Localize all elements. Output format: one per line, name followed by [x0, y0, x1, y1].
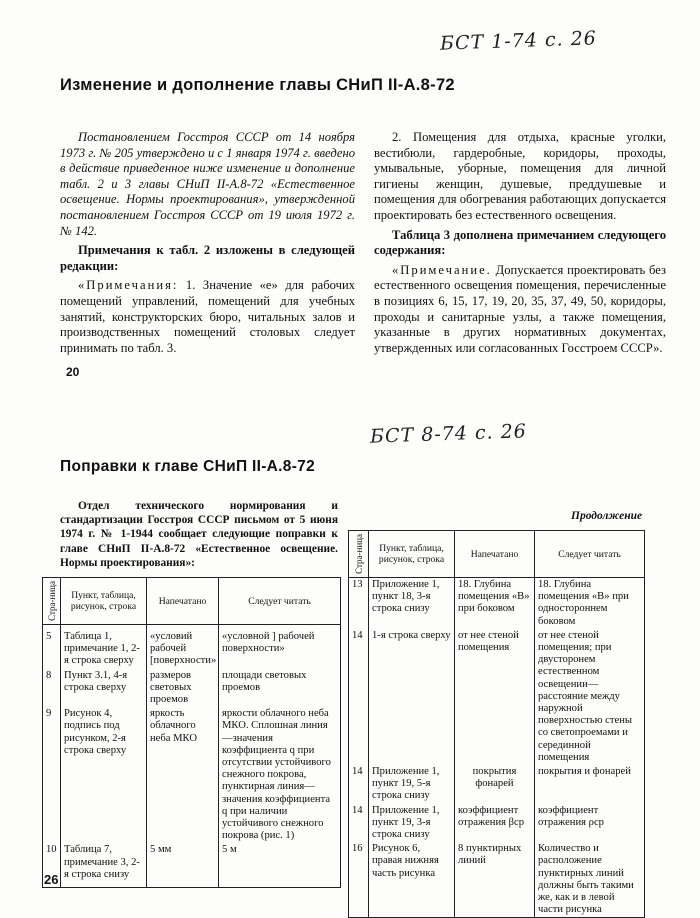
cell-printed: коэффициент отражения βср [455, 804, 535, 843]
cell-location: Приложение 1, пункт 19, 3-я строка снизу [369, 804, 455, 843]
cell-page: 5 [43, 625, 61, 669]
cell-should-read: яркости облачного неба МКО. Сплошная линия—значения коэффициента q при отсутствии устойчивого снежного покрова, пунктирная линия—значения коэффициента q при наличии устойчивого снежного покрова (рис. 1) [219, 707, 341, 843]
header-printed: Напечатано [455, 531, 535, 578]
cell-location: Приложение 1, пункт 18, 3-я строка снизу [369, 578, 455, 629]
cell-page: 13 [349, 578, 369, 629]
table-row [349, 578, 645, 629]
table3-note-label: «Примечание. [392, 262, 492, 277]
header-should-read: Следует читать [535, 531, 645, 578]
cell-page: 9 [43, 707, 61, 843]
note-text: 1. Значение «е» для рабочих помещений управлений, помещений для учебных занятий, конструкторских бюро, читальных залов и производственных помещений столовых следует принимать по табл. 3. [60, 278, 355, 355]
header-page-text: Стра-ница [46, 581, 57, 621]
handwritten-note-top: БСТ 1-74 с. 26 [439, 27, 598, 55]
decree-intro: Постановлением Госстроя СССР от 14 ноября 1973 г. № 205 утверждено и с 1 января 1974 г. введено в действие приведенное ниже изменение и дополнение табл. 2 и 3 главы СНиП II-А.8-72 «Естественное освещение. Нормы проектирования», утвержденной постановлением Госстроя СССР от 19 июля 1972 г. № 142. [60, 130, 355, 238]
section1-left-column [60, 130, 355, 360]
cell-printed: покрытия фонарей [455, 765, 535, 804]
cell-location: Рисунок 4, подпись под рисунком, 2-я строка сверху [61, 707, 147, 843]
note-label: «Примечания: [78, 278, 179, 293]
cell-page: 14 [349, 804, 369, 843]
page-reference: 20 [66, 365, 80, 379]
handwritten-note-middle: БСТ 8-74 с. 26 [369, 420, 528, 448]
header-location: Пункт, таблица, рисунок, строка [61, 578, 147, 625]
header-printed: Напечатано [147, 578, 219, 625]
table-row [43, 625, 341, 669]
cell-printed: яркость облачного неба МКО [147, 707, 219, 843]
page-number: 26 [44, 872, 59, 887]
cell-printed: 18. Глубина помещения «В» при боковом [455, 578, 535, 629]
section2-intro-text: Отдел технического нормирования и стандартизации Госстроя СССР письмом от 5 июня 1974 г. № 1-1944 сообщает следующие поправки к главе СНиП II-А.8-72 «Естественное освещение. Нормы проектирования»: [60, 500, 338, 569]
cell-page: 14 [349, 765, 369, 804]
cell-should-read: от нее стеной помещения; при двусторонем естественном освещении—расстояние между наружной поверхностью стены со светопроемами и серединной помещения [535, 629, 645, 765]
section1-right-column [374, 130, 666, 360]
cell-location: Пункт 3.1, 4-я строка сверху [61, 669, 147, 708]
cell-printed: 8 пунктирных линий [455, 842, 535, 918]
cell-location: Таблица 7, примечание 3, 2-я строка снизу [61, 843, 147, 887]
cell-should-read: Количество и расположение пунктирных линий должны быть такими же, как и в левой части рисунка [535, 842, 645, 918]
header-page [43, 578, 61, 625]
table-row [349, 804, 645, 843]
corrections-table-right [348, 530, 645, 918]
cell-should-read: коэффициент отражения ρср [535, 804, 645, 843]
section2-intro [60, 499, 338, 570]
section1-title: Изменение и дополнение главы СНиП II-А.8-72 [60, 76, 455, 94]
cell-printed: от нее стеной помещения [455, 629, 535, 765]
corrections-table-left [42, 577, 341, 888]
note-paragraph [60, 278, 355, 356]
header-page [349, 531, 369, 578]
cell-printed: «условий рабочей [поверхности» [147, 625, 219, 669]
cell-should-read: покрытия и фонарей [535, 765, 645, 804]
cell-should-read: 5 м [219, 843, 341, 887]
table3-intro: Таблица 3 дополнена примечанием следующего содержания: [374, 227, 666, 258]
cell-location: Приложение 1, пункт 19, 5-я строка снизу [369, 765, 455, 804]
table-row [349, 842, 645, 918]
table-row [43, 843, 341, 887]
table3-note [374, 263, 666, 357]
header-location: Пункт, таблица, рисунок, строка [369, 531, 455, 578]
table-row [349, 765, 645, 804]
cell-page: 8 [43, 669, 61, 708]
cell-page: 10 [43, 843, 61, 887]
cell-location: Таблица 1, примечание 1, 2-я строка сверху [61, 625, 147, 669]
cell-page: 16 [349, 842, 369, 918]
table3-note-text: Допускается проектировать без естественного освещения помещения, перечисленные в позициях 6, 15, 17, 19, 20, 35, 37, 49, 50, коридоры, проходы и санитарные узлы, а также помещения, указанные в других нормативных документах, утвержденных или согласованных Госстроем СССР». [374, 262, 666, 355]
cell-should-read: «условной ] рабочей поверхности» [219, 625, 341, 669]
header-should-read: Следует читать [219, 578, 341, 625]
cell-printed: размеров световых проемов [147, 669, 219, 708]
header-page-text: Стра-ница [353, 534, 364, 574]
continuation-label: Продолжение [571, 510, 643, 522]
section2-title: Поправки к главе СНиП II-А.8-72 [60, 458, 315, 475]
table-row [43, 669, 341, 708]
cell-location: 1-я строка сверху [369, 629, 455, 765]
table-row [43, 707, 341, 843]
cell-should-read: площади световых проемов [219, 669, 341, 708]
table-row [349, 629, 645, 765]
cell-should-read: 18. Глубина помещения «В» при одностороннем боковом [535, 578, 645, 629]
cell-location: Рисунок 6, правая нижняя часть рисунка [369, 842, 455, 918]
item-2: 2. Помещения для отдыха, красные уголки, вестибюли, гардеробные, коридоры, проходы, умывальные, уборные, помещения для личной гигиены женщин, душевые, преддушевые и помещения для обогревания работающих допускается проектировать без естественного освещения. [374, 130, 666, 222]
notes-intro: Примечания к табл. 2 изложены в следующей редакции: [60, 243, 355, 273]
cell-page: 14 [349, 629, 369, 765]
cell-printed: 5 мм [147, 843, 219, 887]
